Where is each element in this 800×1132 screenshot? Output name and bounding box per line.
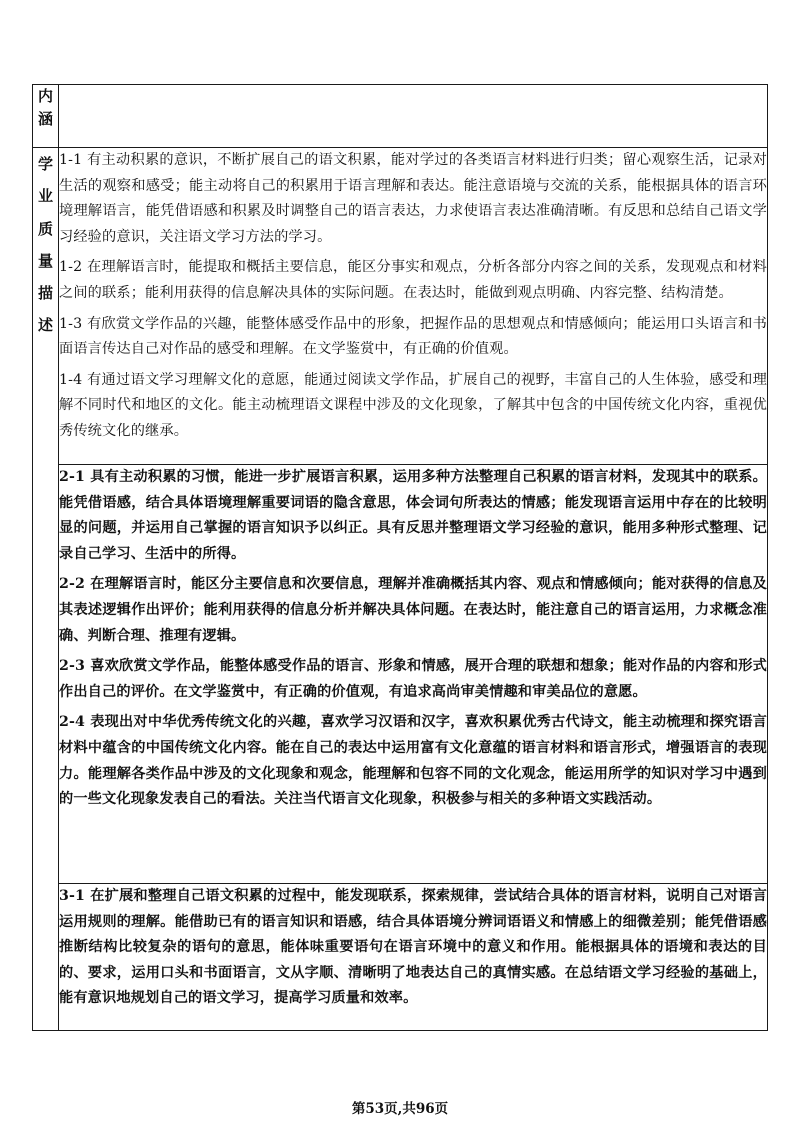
academic-quality-table (32, 84, 768, 1031)
item-2-2: 2-2 在理解语言时，能区分主要信息和次要信息，理解并准确概括其内容、观点和情感倾向；能对获得的信息及其表述逻辑作出评价；能利用获得的信息分析并解决具体问题。在表达时，能注意自己的语言运用，力求概念准确、判断合理、推理有逻辑。 (59, 576, 767, 644)
label-quality-description-text: 学业质量描述 (37, 155, 53, 335)
label-neihan (33, 85, 59, 148)
content-level-2 (59, 465, 768, 884)
label-neihan-text: 内涵 (37, 87, 53, 129)
item-3-1: 3-1 在扩展和整理自己语文积累的过程中，能发现联系，探索规律，尝试结合具体的语言材料，说明自己对语言运用规则的理解。能借助已有的语言知识和语感，结合具体语境分辨词语语义和情感上的细微差别；能凭借语感推断结构比较复杂的语句的意思，能体味重要语句在语言环境中的意义和作用。能根据具体的语境和表达的目的、要求，运用口头和书面语言，文从字顺、清晰明了地表达自己的真情实感。在总结语文学习经验的基础上，能有意识地规划自己的语文学习，提高学习质量和效率。 (59, 888, 767, 1007)
label-quality-description (33, 148, 59, 1031)
item-2-3: 2-3 喜欢欣赏文学作品，能整体感受作品的语言、形象和情感，展开合理的联想和想象；能对作品的内容和形式作出自己的评价。在文学鉴赏中，有正确的价值观，有追求高尚审美情趣和审美品位的意愿。 (59, 658, 767, 700)
table-row-level-3 (33, 884, 768, 1031)
item-1-3: 1-3 有欣赏文学作品的兴趣，能整体感受作品中的形象，把握作品的思想观点和情感倾向；能运用口头语言和书面语言传达自己对作品的感受和理解。在文学鉴赏中，有正确的价值观。 (59, 315, 767, 358)
item-2-4: 2-4 表现出对中华优秀传统文化的兴趣，喜欢学习汉语和汉字，喜欢积累优秀古代诗文，能主动梳理和探究语言材料中蕴含的中国传统文化内容。能在自己的表达中运用富有文化意蕴的语言材料和语言形式，增强语言的表现力。能理解各类作品中涉及的文化现象和观念，能理解和包容不同的文化观念，能运用所学的知识对学习中遇到的一些文化现象发表自己的看法。关注当代语言文化现象，积极参与相关的多种语文实践活动。 (59, 714, 767, 808)
item-1-1: 1-1 有主动积累的意识，不断扩展自己的语文积累，能对学过的各类语言材料进行归类；留心观察生活，记录对生活的观察和感受；能主动将自己的积累用于语言理解和表达。能注意语境与交流的关系，能根据具体的语言环境理解语言，能凭借语感和积累及时调整自己的语言表达，力求使语言表达准确清晰。有反思和总结自己语文学习经验的意识，关注语文学习方法的学习。 (59, 152, 767, 245)
item-1-2: 1-2 在理解语言时，能提取和概括主要信息，能区分事实和观点，分析各部分内容之间的关系，发现观点和材料之间的联系；能利用获得的信息解决具体的实际问题。在表达时，能做到观点明确、内容完整、结构清楚。 (59, 259, 767, 301)
table-row-neihan (33, 85, 768, 148)
page-number-footer: 第53页,共96页 (351, 1101, 449, 1117)
content-neihan (59, 85, 768, 148)
content-level-1 (59, 148, 768, 465)
table-row-level-1 (33, 148, 768, 465)
content-level-3 (59, 884, 768, 1031)
item-2-1: 2-1 具有主动积累的习惯，能进一步扩展语言积累，运用多种方法整理自己积累的语言材料，发现其中的联系。能凭借语感，结合具体语境理解重要词语的隐含意思，体会词句所表达的情感；能发现语言运用中存在的比较明显的问题，并运用自己掌握的语言知识予以纠正。具有反思并整理语文学习经验的意识，能用多种形式整理、记录自己学习、生活中的所得。 (59, 469, 767, 562)
item-1-4: 1-4 有通过语文学习理解文化的意愿，能通过阅读文学作品，扩展自己的视野，丰富自己的人生体验，感受和理解不同时代和地区的文化。能主动梳理语文课程中涉及的文化现象，了解其中包含的中国传统文化内容，重视优秀传统文化的继承。 (59, 371, 767, 439)
table-row-level-2 (33, 465, 768, 884)
